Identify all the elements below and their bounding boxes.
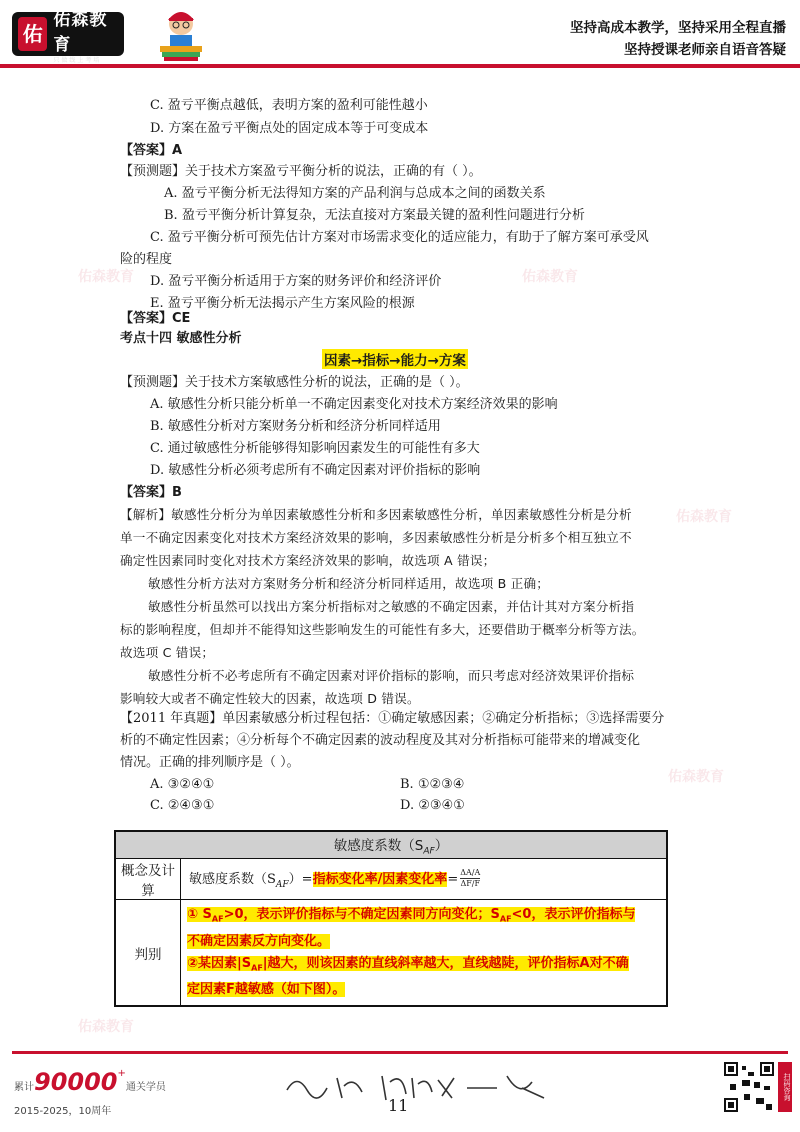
formula-highlight: 指标变化率/因素变化率 [312, 871, 448, 887]
option-text: D. 方案在盈亏平衡点处的固定成本等于可变成本 [150, 121, 429, 136]
watermark-logo: 佑森教育 [78, 1019, 134, 1035]
answer-label: 【答案】A [120, 143, 183, 158]
option-text: D. ②③④① [400, 798, 465, 813]
key-chain-highlight: 因素→指标→能力→方案 [322, 349, 468, 369]
logo-text: 佑森教育 [53, 9, 108, 55]
row-label-definition: 概念及计算 [115, 859, 181, 900]
explanation-line: 敏感性分析不必考虑所有不确定因素对评价指标的影响，而只考虑对经济效果评价指标 [148, 668, 635, 683]
logo-mark-icon: 佑 [18, 17, 47, 51]
logo-tagline: 只做线上考培 [53, 56, 102, 64]
explanation-line: 故选项 C 错误； [120, 645, 215, 660]
answer-label: 【答案】B [120, 485, 182, 500]
footer-years: 2015-2025，10周年 [14, 1106, 112, 1117]
question-stem: 【2011 年真题】单因素敏感分析过程包括：①确定敏感因素；②确定分析指标；③选择需要分 [120, 711, 665, 726]
stats-number: 90000 [34, 1068, 118, 1096]
explanation-line: 影响较大或者不确定性较大的因素，故选项 D 错误。 [120, 691, 420, 706]
qr-side-label: 扫码咨询 [778, 1062, 792, 1112]
option-text: A. 盈亏平衡分析无法得知方案的产品利润与总成本之间的函数关系 [164, 186, 546, 201]
header-slogan-line1: 坚持高成本教学，坚持采用全程直播 [570, 20, 786, 36]
option-text: A. 敏感性分析只能分析单一不确定因素变化对技术方案经济效果的影响 [150, 397, 558, 412]
watermark-logo: 佑森教育 [78, 269, 134, 285]
qr-code-icon[interactable] [724, 1062, 774, 1112]
watermark-logo: 佑森教育 [676, 509, 732, 525]
explanation-line: 标的影响程度，但却并不能得知这些影响发生的可能性有多大，还要借助于概率分析等方法。 [120, 622, 645, 637]
watermark-logo: 佑森教育 [522, 269, 578, 285]
question-stem: 【预测题】关于技术方案敏感性分析的说法，正确的是（ ）。 [120, 375, 469, 390]
question-stem: 情况。正确的排列顺序是（ ）。 [120, 755, 300, 770]
explanation-line: 敏感性分析方法对方案财务分析和经济分析同样适用，故选项 B 正确； [148, 576, 550, 591]
explanation-line: 确定性因素同时变化对技术方案经济效果的影响，故选项 A 错误； [120, 553, 496, 568]
row-label-judgement: 判别 [115, 900, 181, 1007]
option-text: E. 盈亏平衡分析无法揭示产生方案风险的根源 [150, 296, 415, 311]
header-slogan-line2: 坚持授课老师亲自语音答疑 [624, 42, 786, 58]
brand-logo [12, 9, 124, 64]
question-stem: 【预测题】关于技术方案盈亏平衡分析的说法，正确的有（ ）。 [120, 164, 482, 179]
option-text: B. 盈亏平衡分析计算复杂，无法直接对方案最关键的盈利性问题进行分析 [164, 208, 585, 223]
watermark-logo: 佑森教育 [668, 769, 724, 785]
header-divider [0, 64, 800, 68]
calligraphy-signature [282, 1068, 552, 1104]
option-text: B. 敏感性分析对方案财务分析和经济分析同样适用 [150, 419, 441, 434]
formula-fraction: $\frac{\Delta A/A}{\Delta F/F}$ [460, 867, 481, 888]
question-stem: 析的不确定性因素；④分析每个不确定因素的波动程度及其对分析指标可能带来的增减变化 [120, 733, 641, 748]
definition-cell: 敏感度系数$(S_{AF})=$指标变化率/因素变化率= $\frac{\Delta A/A}{\Delta F/F}$ [181, 859, 668, 900]
option-text: B. ①②③④ [400, 777, 465, 792]
option-text: C. ②④③① [150, 798, 215, 813]
option-text: D. 盈亏平衡分析适用于方案的财务评价和经济评价 [150, 274, 442, 289]
judgement-cell: ① $S_{AF}>0$，表示评价指标与不确定因素同方向变化；$S_{AF}<0$，表示评价指标与 不确定因素反方向变化。 ②某因素$|S_{AF}|$越大，则该因素的直线斜率越大，直线越陡，评价指标A对不确 定因素F越敏感（如下图）。 [181, 900, 668, 1007]
table-title: 敏感度系数$(S_{AF})$ [115, 831, 667, 859]
explanation-line: 敏感性分析虽然可以找出方案分析指标对之敏感的不确定因素，并估计其对方案分析指 [148, 599, 635, 614]
option-text-continued: 险的程度 [120, 252, 173, 267]
page-number: 11 [388, 1096, 409, 1115]
option-text: A. ③②④① [150, 777, 215, 792]
section-title: 考点十四 敏感性分析 [120, 331, 242, 346]
explanation-line: 单一不确定因素变化对技术方案经济效果的影响，多因素敏感性分析是分析多个相互独立不 [120, 530, 632, 545]
sensitivity-coefficient-table [114, 830, 668, 1007]
explanation-line: 【解析】敏感性分析分为单因素敏感性分析和多因素敏感性分析，单因素敏感性分析是分析 [120, 507, 632, 522]
option-text: D. 敏感性分析必须考虑所有不确定因素对评价指标的影响 [150, 463, 481, 478]
option-text: C. 盈亏平衡点越低，表明方案的盈利可能性越小 [150, 98, 428, 113]
footer-stats: 累计90000+通关学员 [14, 1068, 166, 1096]
footer-divider [12, 1051, 788, 1054]
option-text: C. 盈亏平衡分析可预先估计方案对市场需求变化的适应能力，有助于了解方案可承受风 [150, 230, 649, 245]
answer-label: 【答案】CE [120, 311, 191, 326]
option-text: C. 通过敏感性分析能够得知影响因素发生的可能性有多大 [150, 441, 480, 456]
mascot-reading-icon [150, 6, 212, 62]
